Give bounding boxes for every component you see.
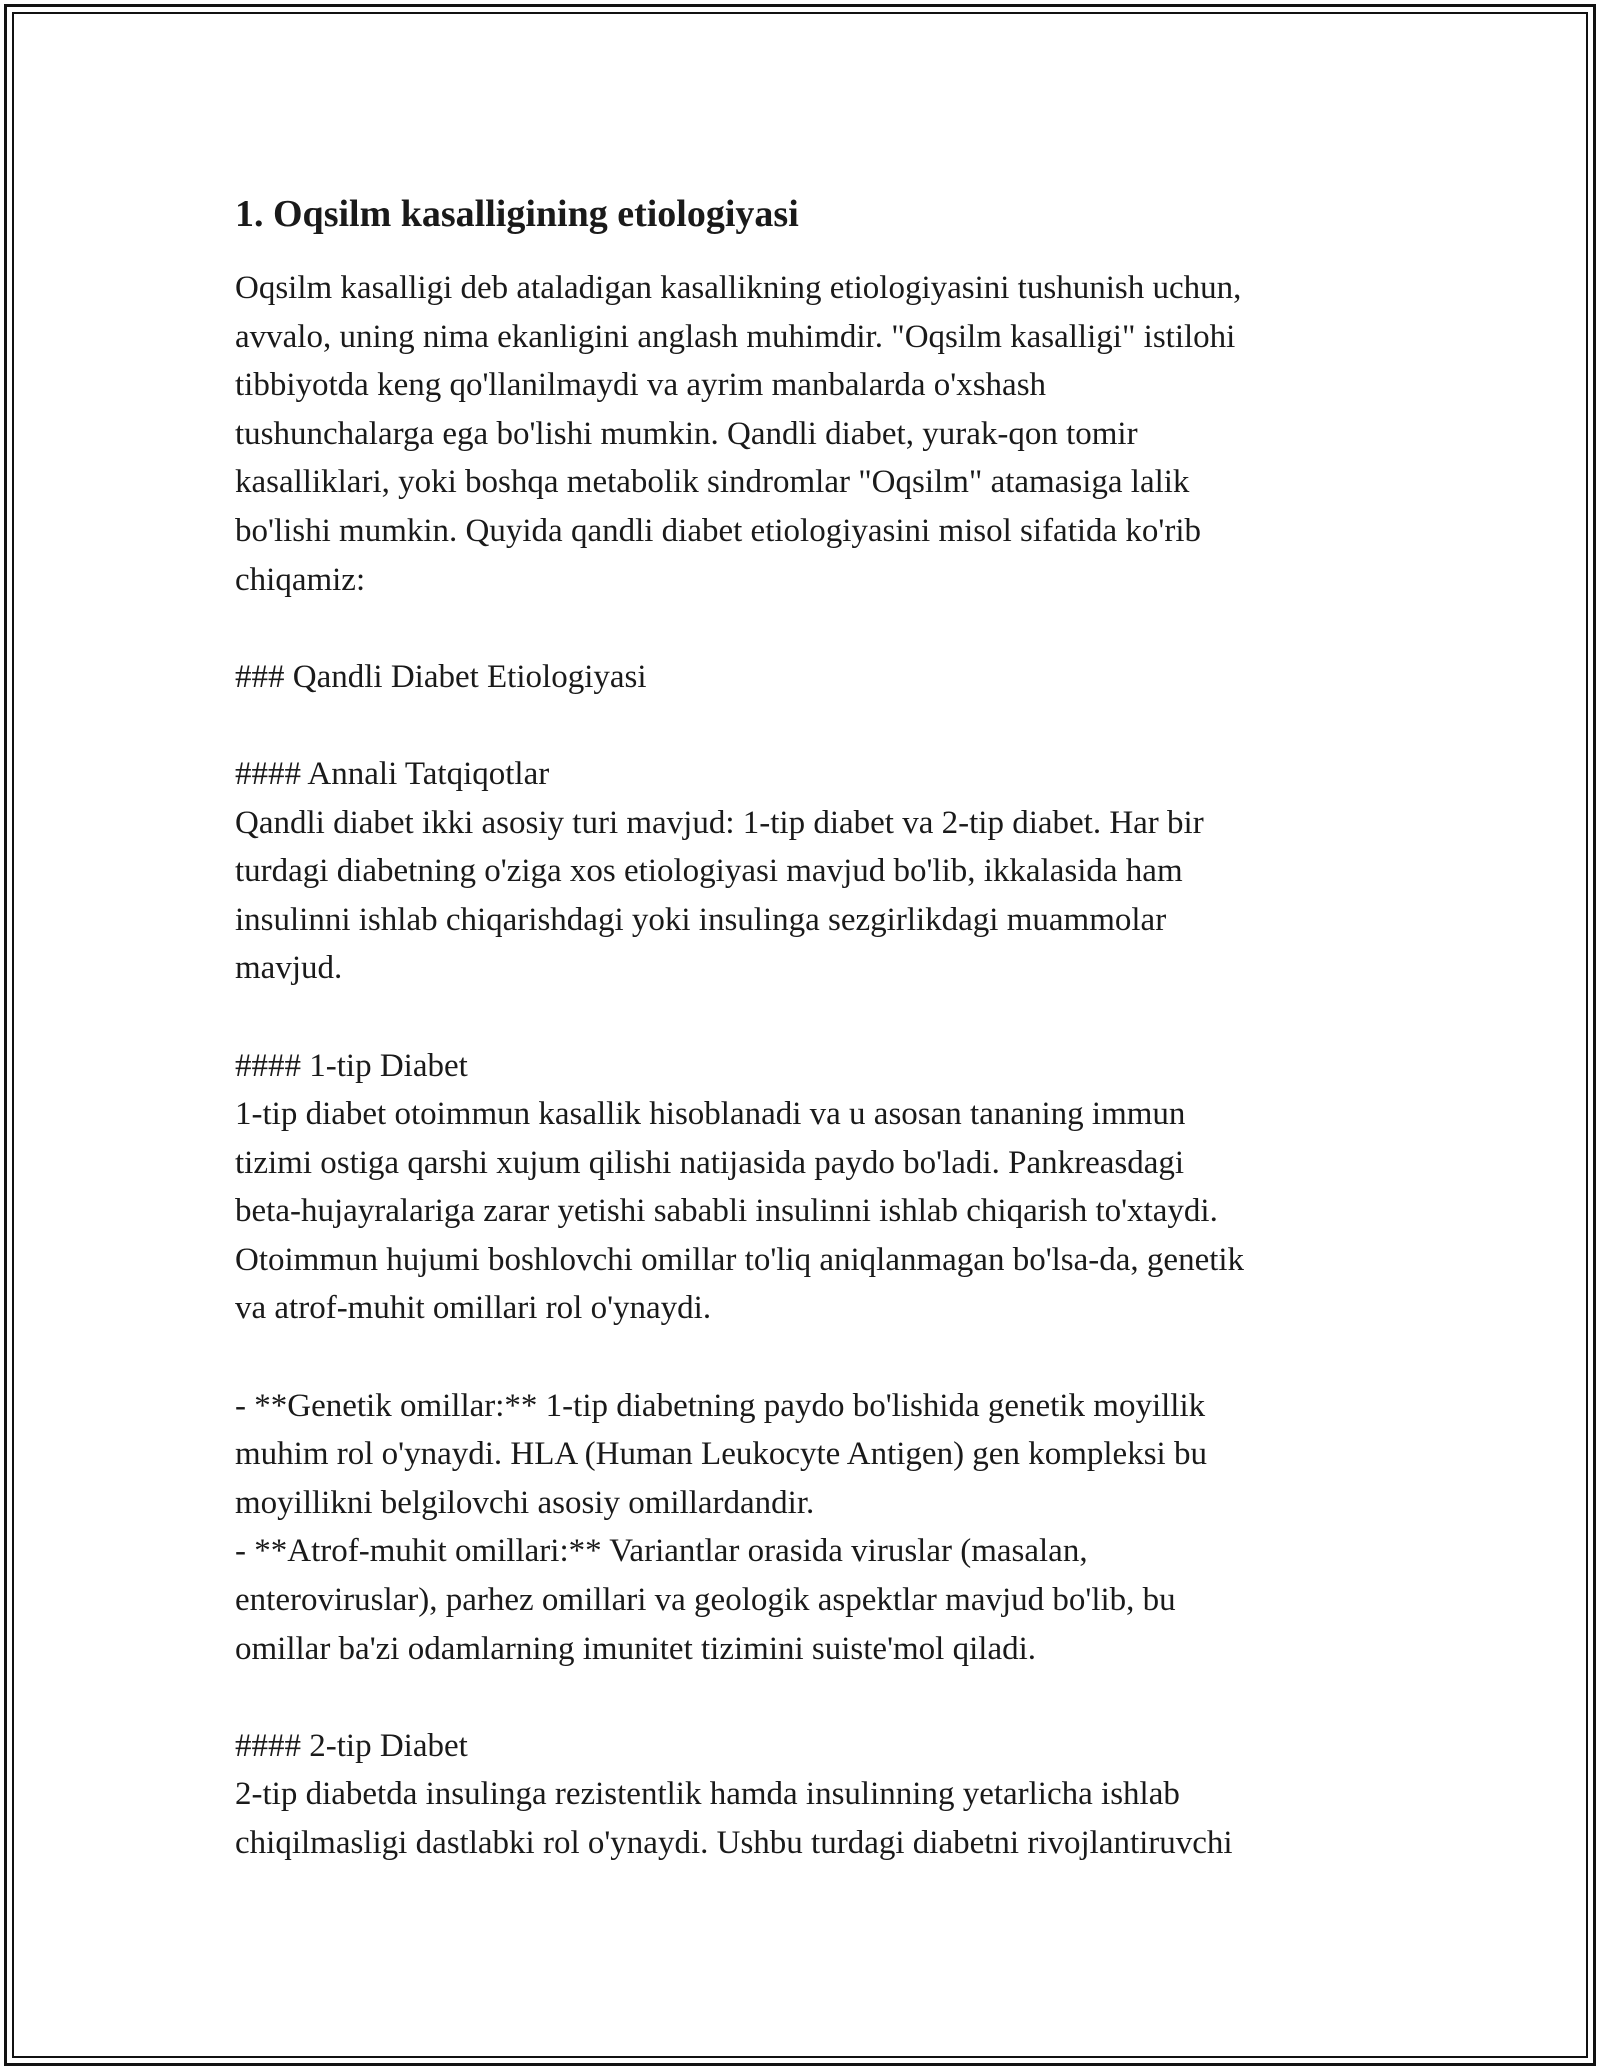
text-line: kasalliklari, yoki boshqa metabolik sindromlar "Oqsilm" atamasiga lalik	[235, 464, 1190, 501]
text-line: chiqilmasligi dastlabki rol o'ynaydi. Ushbu turdagi diabetni rivojlantiruvchi	[235, 1825, 1233, 1861]
blank-line	[235, 993, 1375, 1042]
text-line: insulinni ishlab chiqarishdagi yoki insulinga sezgirlikdagi muammolar	[235, 901, 1167, 938]
text-line: 1-tip diabet otoimmun kasallik hisoblanadi va u asosan tananing immun	[235, 1096, 1186, 1133]
text-line: beta-hujayralariga zarar yetishi sababli insulinni ishlab chiqarish to'xtaydi.	[235, 1193, 1218, 1230]
text-line: Qandli diabet ikki asosiy turi mavjud: 1-tip diabet va 2-tip diabet. Har bir	[235, 804, 1204, 841]
text-line: #### 2-tip Diabet	[235, 1727, 468, 1764]
document-body	[235, 186, 1375, 1868]
text-line: turdagi diabetning o'ziga xos etiologiyasi mavjud bo'lib, ikkalasida ham	[235, 853, 1183, 890]
text-line: - **Atrof-muhit omillari:** Variantlar orasida viruslar (masalan,	[235, 1533, 1088, 1570]
text-line: ### Qandli Diabet Etiologiyasi	[235, 658, 647, 695]
text-line: mavjud.	[235, 950, 343, 987]
text-line: chiqamiz:	[235, 561, 366, 598]
text-line: tushunchalarga ega bo'lishi mumkin. Qandli diabet, yurak-qon tomir	[235, 415, 1138, 452]
text-line: Otoimmun hujumi boshlovchi omillar to'liq aniqlanmagan bo'lsa-da, genetik	[235, 1241, 1245, 1278]
document-title: 1. Oqsilm kasalligining etiologiyasi	[235, 193, 799, 235]
text-line: #### Annali Tatqiqotlar	[235, 755, 550, 792]
blank-line	[235, 1673, 1375, 1722]
text-line: avvalo, uning nima ekanligini anglash muhimdir. "Oqsilm kasalligi" istilohi	[235, 318, 1236, 355]
text-line: va atrof-muhit omillari rol o'ynaydi.	[235, 1290, 712, 1327]
text-line: omillar ba'zi odamlarning imunitet tizimini suiste'mol qiladi.	[235, 1630, 1037, 1667]
text-line: #### 1-tip Diabet	[235, 1047, 468, 1084]
document-text	[235, 264, 1375, 1868]
text-line: Oqsilm kasalligi deb ataladigan kasallikning etiologiyasini tushunish uchun,	[235, 270, 1242, 306]
blank-line	[235, 1333, 1375, 1382]
blank-line	[235, 604, 1375, 653]
text-line: 2-tip diabetda insulinga rezistentlik hamda insulinning yetarlicha ishlab	[235, 1776, 1180, 1813]
blank-line	[235, 701, 1375, 750]
text-line: tizimi ostiga qarshi xujum qilishi natijasida paydo bo'ladi. Pankreasdagi	[235, 1144, 1185, 1181]
text-line: enteroviruslar), parhez omillari va geologik aspektlar mavjud bo'lib, bu	[235, 1582, 1176, 1619]
text-line: moyillikni belgilovchi asosiy omillardandir.	[235, 1484, 815, 1521]
text-line: - **Genetik omillar:** 1-tip diabetning paydo bo'lishida genetik moyillik	[235, 1387, 1206, 1424]
text-line: tibbiyotda keng qo'llanilmaydi va ayrim manbalarda o'xshash	[235, 367, 1047, 404]
text-line: bo'lishi mumkin. Quyida qandli diabet etiologiyasini misol sifatida ko'rib	[235, 512, 1202, 549]
text-line: muhim rol o'ynaydi. HLA (Human Leukocyte Antigen) gen kompleksi bu	[235, 1436, 1207, 1473]
